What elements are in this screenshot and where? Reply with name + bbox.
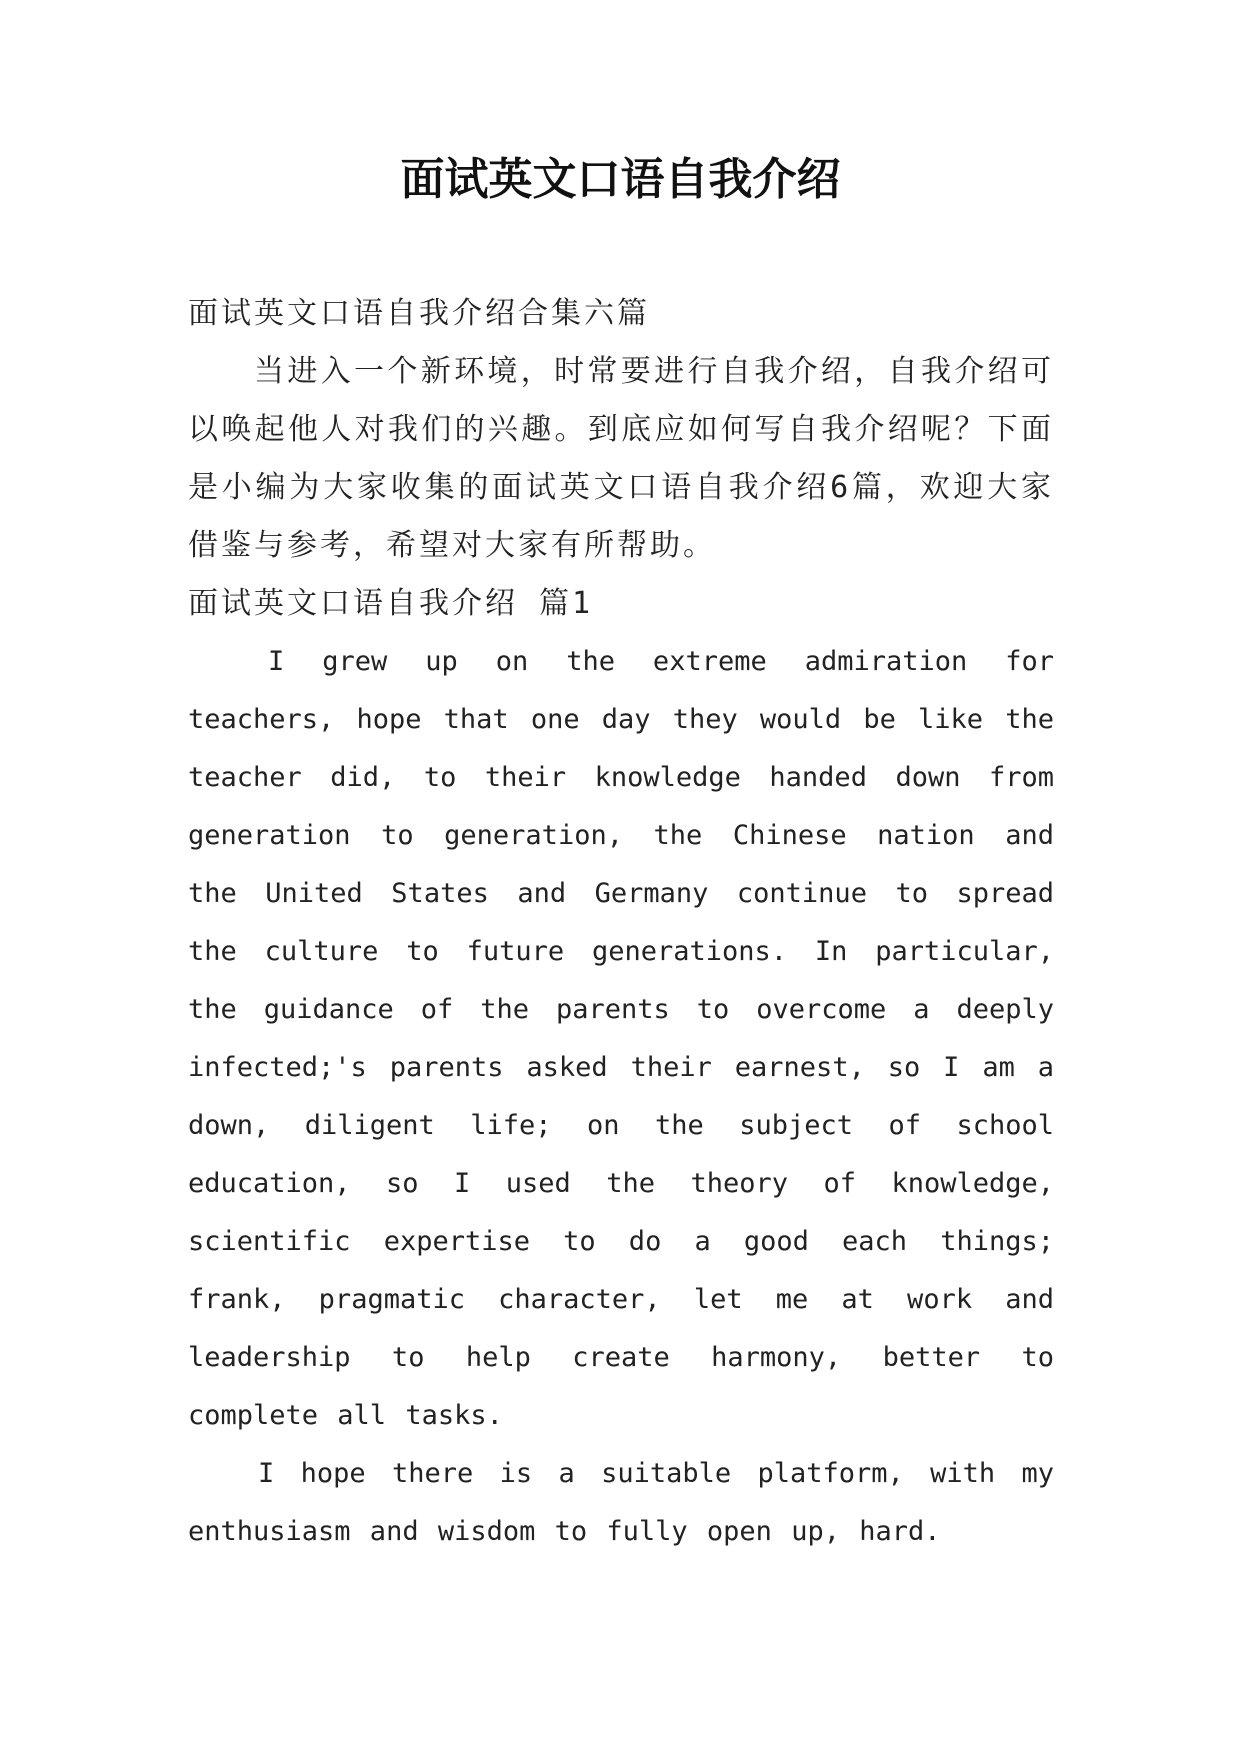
- english-paragraph-1: I grew up on the extreme admiration for teachers, hope that one day they would be like the teacher did, to their knowledge handed down from generation to generation, the Chinese nation and the United States and Germany continue to spread the culture to future generations. In particular, the guidance of the parents to overcome a deeply infected;'s parents asked their earnest, so I am a down, diligent life; on the subject of school education, so I used the theory of knowledge, scientific expertise to do a good each things; frank, pragmatic character, let me at work and leadership to help create harmony, better to complete all tasks.: [188, 646, 1054, 1431]
- document-title: 面试英文口语自我介绍: [400, 154, 841, 205]
- document-body: [188, 285, 1054, 1561]
- section-heading: 面试英文口语自我介绍 篇1: [188, 586, 594, 621]
- english-paragraph-2: I hope there is a suitable platform, with my enthusiasm and wisdom to fully open up, hard.: [188, 1458, 1054, 1547]
- document-subtitle: 面试英文口语自我介绍合集六篇: [188, 296, 650, 331]
- intro-paragraph: 当进入一个新环境，时常要进行自我介绍，自我介绍可以唤起他人对我们的兴趣。到底应如何写自我介绍呢？下面是小编为大家收集的面试英文口语自我介绍6篇，欢迎大家借鉴与参考，希望对大家有所帮助。: [188, 354, 1054, 563]
